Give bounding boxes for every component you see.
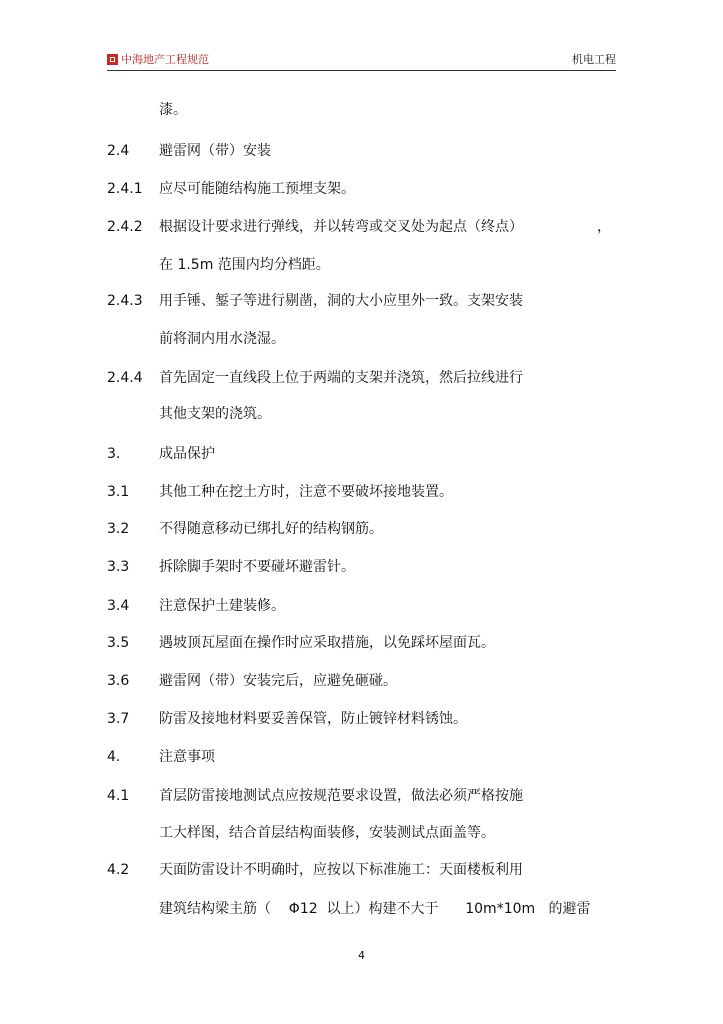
header-divider <box>107 70 616 71</box>
company-name: 中海地产工程规范 <box>121 53 209 66</box>
page-header <box>107 52 616 70</box>
page-number: 4 <box>358 949 365 962</box>
section-title: 机电工程 <box>572 53 616 66</box>
company-logo-icon <box>107 54 118 65</box>
